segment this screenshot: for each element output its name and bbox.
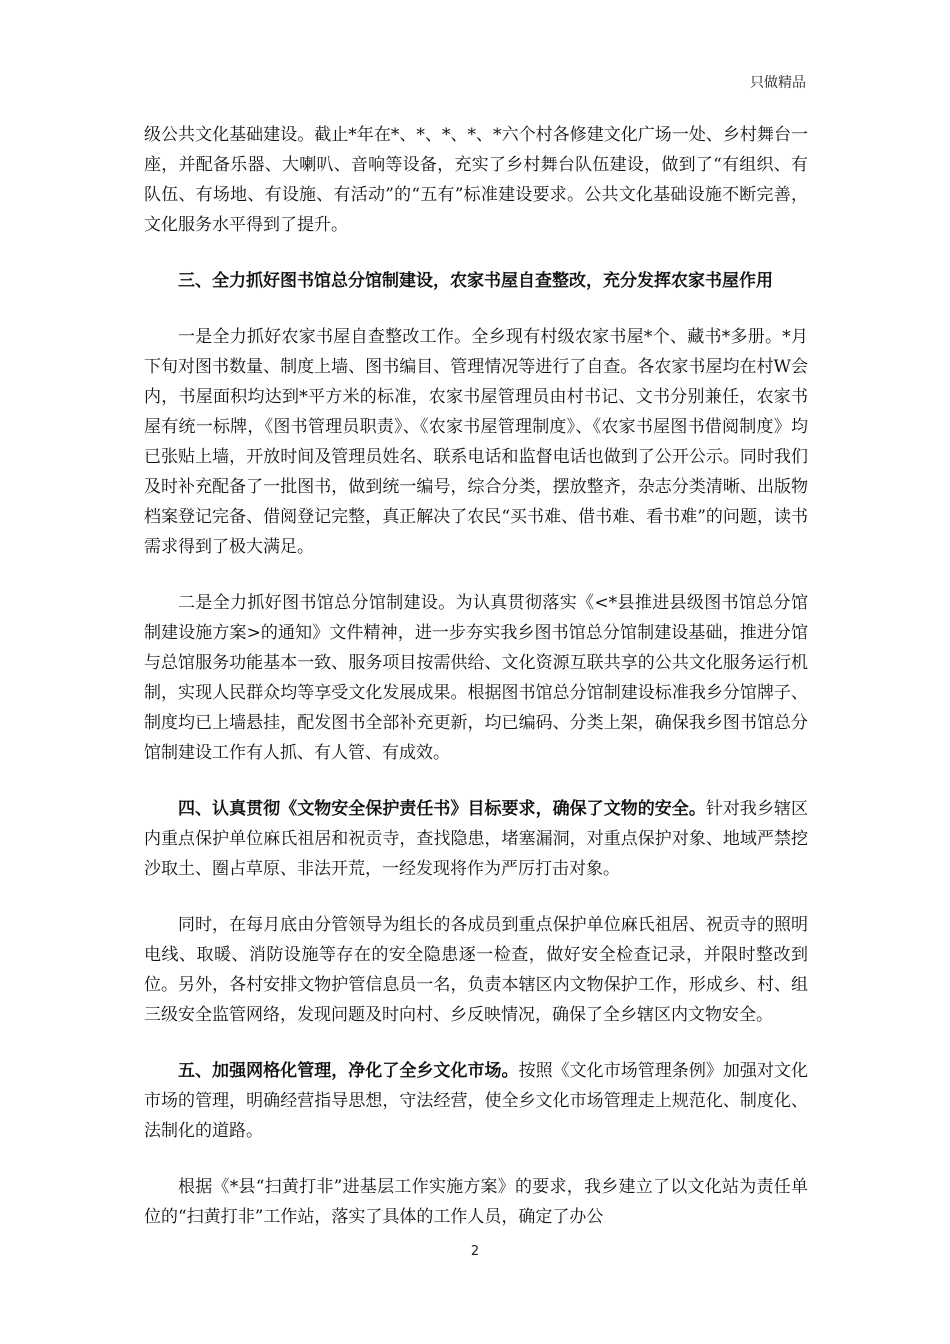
paragraph-4: 同时，在每月底由分管领导为组长的各成员到重点保护单位麻氏祖居、祝贡寺的照明电线、取暖、消防设施等存在的安全隐患逐一检查，做好安全检查记录，并限时整改到位。另外，各村安排文物护管信息员一名，负责本辖区内文物保护工作，形成乡、村、组三级安全监管网络，发现问题及时向村、乡反映情况，确保了全乡辖区内文物安全。	[144, 915, 808, 1025]
page-number: 2	[470, 1244, 480, 1259]
section-paragraph-4	[144, 794, 808, 884]
section-heading-3: 三、全力抓好图书馆总分馆制建设，农家书屋自查整改，充分发挥农家书屋作用	[178, 271, 773, 291]
section-paragraph-5	[144, 1056, 808, 1146]
paragraph-1: 级公共文化基础建设。截止*年在*、*、*、*、*六个村各修建文化广场一处、乡村舞台一座，并配备乐器、大喇叭、音响等设备，充实了乡村舞台队伍建设，做到了“有组织、有队伍、有场地、有设施、有活动”的“五有”标准建设要求。公共文化基础设施不断完善，文化服务水平得到了提升。	[144, 125, 808, 235]
section-4-text: 针对我乡辖区内重点保护单位麻氏祖居和祝贡寺，查找隐患，堵塞漏洞，对重点保护对象、地域严禁挖沙取土、圈占草原、非法开荒，一经发现将作为严厉打击对象。	[144, 799, 809, 879]
paragraph-2: 一是全力抓好农家书屋自查整改工作。全乡现有村级农家书屋*个、藏书*多册。*月下旬对图书数量、制度上墙、图书编目、管理情况等进行了自查。各农家书屋均在村W会内，书屋面积均达到*平方米的标准，农家书屋管理员由村书记、文书分别兼任，农家书屋有统一标牌，《图书管理员职责》、《农家书屋管理制度》、《农家书屋图书借阅制度》均已张贴上墙，开放时间及管理员姓名、联系电话和监督电话也做到了公开公示。同时我们及时补充配备了一批图书，做到统一编号，综合分类，摆放整齐，杂志分类清晰、出版物档案登记完备、借阅登记完整，真正解决了农民“买书难、借书难、看书难”的问题，读书需求得到了极大满足。	[144, 327, 808, 557]
paragraph-3: 二是全力抓好图书馆总分馆制建设。为认真贯彻落实《<*县推进县级图书馆总分馆制建设施方案>的通知》文件精神，进一步夯实我乡图书馆总分馆制建设基础，推进分馆与总馆服务功能基本一致、服务项目按需供给、文化资源互联共享的公共文化服务运行机制，实现人民群众均等享受文化发展成果。根据图书馆总分馆制建设标准我乡分馆牌子、制度均已上墙悬挂，配发图书全部补充更新，均已编码、分类上架，确保我乡图书馆总分馆制建设工作有人抓、有人管、有成效。	[144, 593, 808, 763]
section-heading-5: 五、加强网格化管理，净化了全乡文化市场。	[178, 1061, 519, 1081]
page-header: 只做精品	[750, 75, 806, 91]
section-5-text: 按照《文化市场管理条例》加强对文化市场的管理，明确经营指导思想，守法经营，使全乡文化市场管理走上规范化、制度化、法制化的道路。	[144, 1061, 809, 1141]
document-body	[144, 120, 808, 1258]
paragraph-5: 根据《*县“扫黄打非”进基层工作实施方案》的要求，我乡建立了以文化站为责任单位的“扫黄打非”工作站，落实了具体的工作人员，确定了办公	[144, 1177, 808, 1227]
section-heading-4: 四、认真贯彻《文物安全保护责任书》目标要求，确保了文物的安全。	[178, 799, 706, 819]
